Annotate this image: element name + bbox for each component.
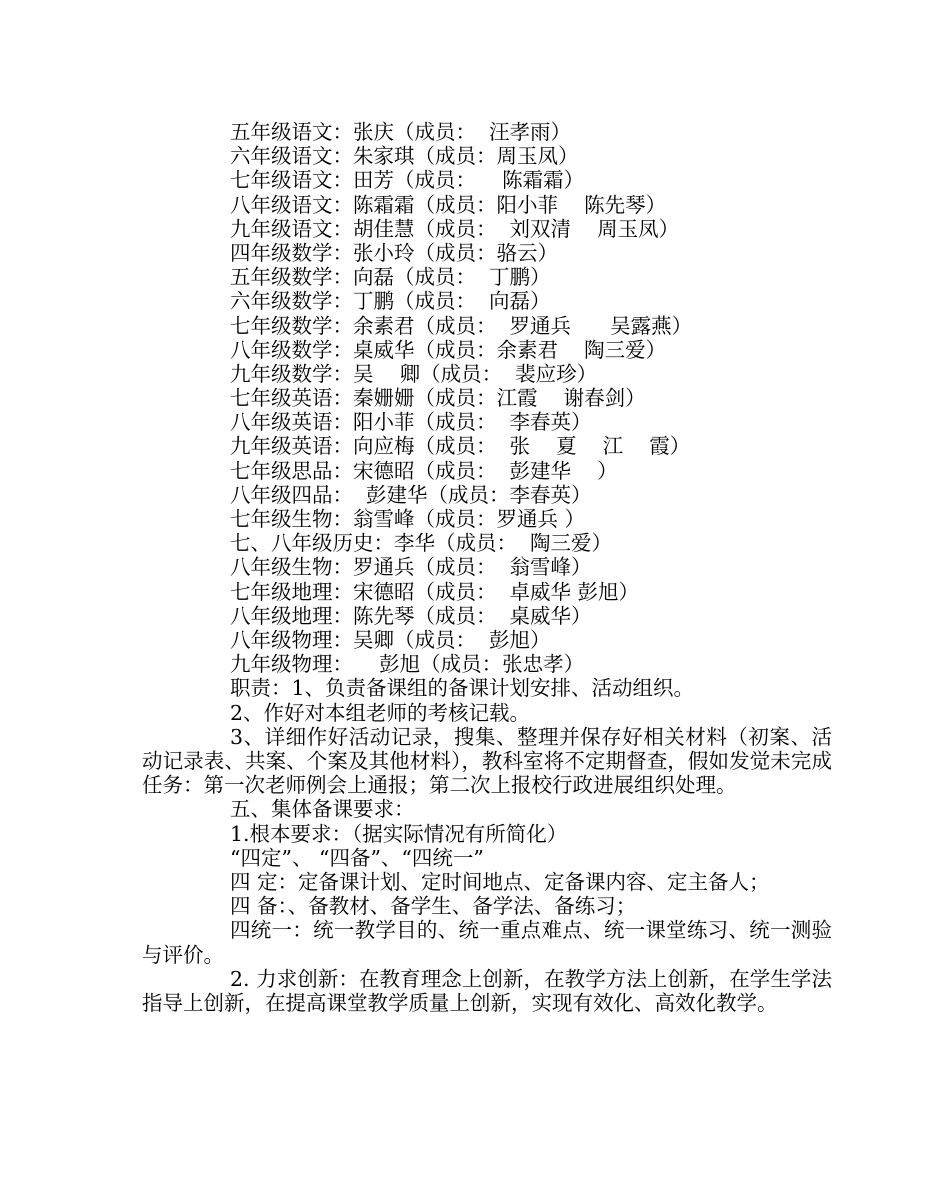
member-line: 五年级语文：张庆（成员： 汪孝雨） (230, 120, 572, 144)
four-prepare-line: 四 备：、备教材、备学生、备学法、备练习； (230, 894, 637, 919)
member-line: 八年级地理：陈先琴（成员： 桌威华） (230, 603, 592, 628)
duties-section (142, 676, 832, 797)
duty-item-3: 3、详细作好活动记录，搜集、整理并保存好相关材料（初案、活动记录表、共案、个案及其他材料），教科室将不定期督查，假如发觉未完成任务：第一次老师例会上通报；第二次上报校行政进展组织处理。 (142, 724, 832, 798)
member-line: 四年级数学：张小玲（成员：骆云） (230, 240, 558, 265)
member-line: 七年级地理：宋德昭（成员： 卓威华 彭旭） (230, 579, 640, 604)
member-line: 七年级思品：宋德昭（成员： 彭建华 ） (230, 458, 618, 483)
basic-requirement: 1.根本要求：（据实际情况有所简化） (230, 821, 568, 846)
member-line: 七年级数学：余素君（成员： 罗通兵 吴露燕） (230, 313, 693, 338)
member-line: 九年级数学：吴 卿（成员： 裴应珍） (230, 361, 598, 386)
slogan-line: “四定”、 “四备”、“四统一” (230, 845, 484, 870)
section-five (142, 797, 832, 1015)
member-line: 八年级语文：陈霜霜（成员：阳小菲 陈先琴） (230, 192, 667, 217)
member-line: 七年级语文：田芳（成员： 陈霜霜） (230, 168, 585, 193)
four-fixed-line: 四 定：定备课计划、定时间地点、定备课内容、定主备人； (230, 869, 770, 894)
duty-item-2: 2、作好对本组老师的考核记载。 (230, 700, 531, 725)
member-line: 七年级生物：翁雪峰（成员：罗通兵 ） (230, 507, 586, 531)
member-line: 九年级英语：向应梅（成员： 张 夏 江 霞） (230, 434, 691, 459)
member-line: 八年级数学：桌威华（成员：余素君 陶三爱） (230, 337, 667, 362)
duty-item-1: 职责：1、负责备课组的备课计划安排、活动组织。 (230, 676, 695, 701)
document-body (142, 120, 832, 1015)
section-heading: 五、集体备课要求： (230, 797, 415, 822)
innovation-paragraph: 2. 力求创新：在教育理念上创新，在教学方法上创新，在学生学法指导上创新，在提高课堂教学质量上创新，实现有效化、高效化教学。 (142, 966, 832, 1015)
member-line: 五年级数学：向磊（成员： 丁鹏） (230, 265, 551, 290)
four-unify-line: 四统一：统一教学目的、统一重点难点、统一课堂练习、统一测验与评价。 (142, 918, 832, 967)
member-line: 八年级物理：吴卿（成员： 彭旭） (230, 627, 551, 652)
member-line: 六年级语文：朱家琪（成员：周玉凤） (230, 144, 579, 169)
member-line: 七、八年级历史：李华（成员： 陶三爱） (230, 531, 613, 556)
member-line: 九年级物理： 彭旭（成员：张忠孝） (230, 652, 585, 677)
member-line: 八年级生物：罗通兵（成员： 翁雪峰） (230, 555, 592, 580)
member-line: 九年级语文：胡佳慧（成员： 刘双清 周玉凤） (230, 216, 680, 241)
member-line: 八年级英语：阳小菲（成员： 李春英） (230, 410, 592, 435)
member-line: 六年级数学：丁鹏（成员： 向磊） (230, 289, 551, 314)
member-line: 八年级四品： 彭建华（成员：李春英） (230, 482, 592, 507)
member-list (142, 120, 832, 676)
member-line: 七年级英语：秦姗姗（成员：江霞 谢春剑） (230, 386, 646, 411)
